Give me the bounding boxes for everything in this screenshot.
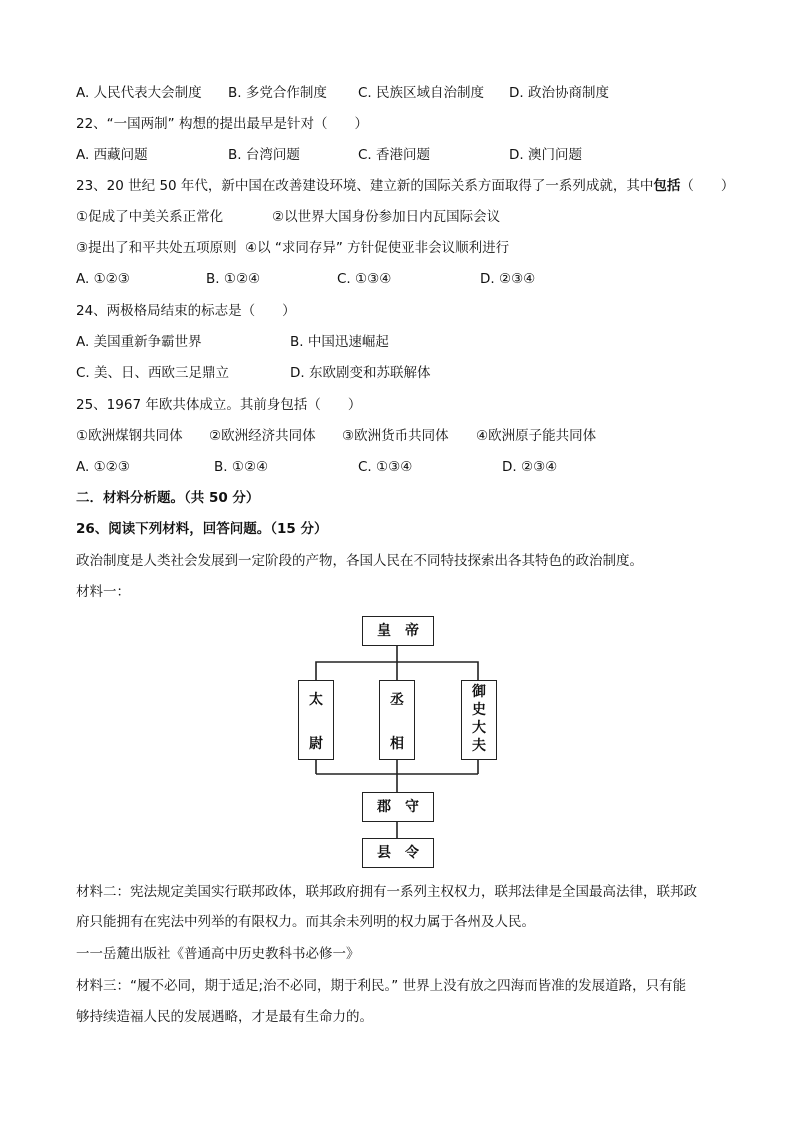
material-3-line-2: 够持续造福人民的发展遇略，才是最有生命力的。 [76, 1009, 373, 1025]
q23-item-4: ④以 “求同存异” 方针促使亚非会议顺利进行 [245, 240, 510, 256]
q21-option-b: B. 多党合作制度 [228, 85, 327, 101]
q25-option-b: B. ①②④ [214, 459, 269, 475]
q23-option-d: D. ②③④ [480, 271, 536, 287]
county-magistrate-box [362, 838, 434, 868]
q23-option-c: C. ①③④ [337, 271, 392, 287]
q24-option-b: B. 中国迅速崛起 [290, 334, 389, 350]
q25-option-c: C. ①③④ [358, 459, 413, 475]
material-2-line-1: 材料二：宪法规定美国实行联邦政体，联邦政府拥有一系列主权权力，联邦法律是全国最高法律，联邦政 [76, 884, 697, 900]
commandery-governor-box [362, 792, 434, 822]
chancellor-char-1: 丞 [390, 692, 404, 708]
q23-stem-emphasis: 包括 [653, 178, 681, 194]
q25-item-2: ②欧洲经济共同体 [209, 428, 316, 444]
censor-char-4: 夫 [472, 738, 486, 754]
commandery-governor-label: 郡 守 [377, 799, 419, 815]
q24-option-a: A. 美国重新争霸世界 [76, 334, 202, 350]
q22-option-b: B. 台湾问题 [228, 147, 300, 163]
q25-option-d: D. ②③④ [502, 459, 558, 475]
q24-stem: 24、两极格局结束的标志是（ ） [76, 303, 296, 319]
q21-option-d: D. 政治协商制度 [509, 85, 609, 101]
q25-stem: 25、1967 年欧共体成立。其前身包括（ ） [76, 397, 362, 413]
q21-option-a: A. 人民代表大会制度 [76, 85, 202, 101]
emperor-box [362, 616, 434, 646]
q21-option-c: C. 民族区域自治制度 [358, 85, 485, 101]
censor-box [461, 680, 497, 760]
censor-char-1: 御 [472, 684, 486, 700]
q25-item-4: ④欧洲原子能共同体 [476, 428, 597, 444]
q25-option-a: A. ①②③ [76, 459, 130, 475]
emperor-label: 皇 帝 [377, 623, 419, 639]
censor-char-3: 大 [472, 720, 486, 736]
chancellor-box [379, 680, 415, 760]
q23-item-1: ①促成了中美关系正常化 [76, 209, 224, 225]
q25-item-3: ③欧洲货币共同体 [342, 428, 449, 444]
q23-option-a: A. ①②③ [76, 271, 130, 287]
material-2-source: 一一岳麓出版社《普通高中历史教科书必修一》 [76, 946, 360, 962]
q22-option-c: C. 香港问题 [358, 147, 431, 163]
q26-stem: 26、阅读下列材料，回答问题。（15 分） [76, 521, 328, 537]
chancellor-char-2: 相 [390, 736, 404, 752]
material-3-line-1: 材料三：“履不必同，期于适足;治不必同，期于利民。” 世界上没有放之四海而皆准的发展道路，只有能 [76, 978, 687, 994]
q23-item-3: ③提出了和平共处五项原则 [76, 240, 237, 256]
taiwei-box [298, 680, 334, 760]
taiwei-char-1: 太 [309, 692, 323, 708]
q23-item-2: ②以世界大国身份参加日内瓦国际会议 [272, 209, 501, 225]
q23-stem-bracket: （ ） [680, 178, 735, 194]
q22-option-a: A. 西藏问题 [76, 147, 148, 163]
q24-option-c: C. 美、日、西欧三足鼎立 [76, 365, 230, 381]
q23-stem-text: 23、20 世纪 50 年代，新中国在改善建设环境、建立新的国际关系方面取得了一系列成就，其中 [76, 178, 654, 194]
section-2-title: 二．材料分析题。（共 50 分） [76, 490, 260, 506]
q23-option-b: B. ①②④ [206, 271, 261, 287]
q24-option-d: D. 东欧剧变和苏联解体 [290, 365, 431, 381]
q26-intro: 政治制度是人类社会发展到一定阶段的产物，各国人民在不同特技探索出各其特色的政治制度。 [76, 553, 643, 569]
censor-char-2: 史 [472, 702, 486, 718]
county-magistrate-label: 县 令 [377, 845, 419, 861]
q22-stem: 22、“一国两制” 构想的提出最早是针对（ ） [76, 116, 368, 132]
material-1-label: 材料一： [76, 584, 130, 600]
taiwei-char-2: 尉 [309, 736, 323, 752]
q22-option-d: D. 澳门问题 [509, 147, 582, 163]
material-2-line-2: 府只能拥有在宪法中列举的有限权力。而其余未列明的权力属于各州及人民。 [76, 914, 535, 930]
q25-item-1: ①欧洲煤钢共同体 [76, 428, 183, 444]
